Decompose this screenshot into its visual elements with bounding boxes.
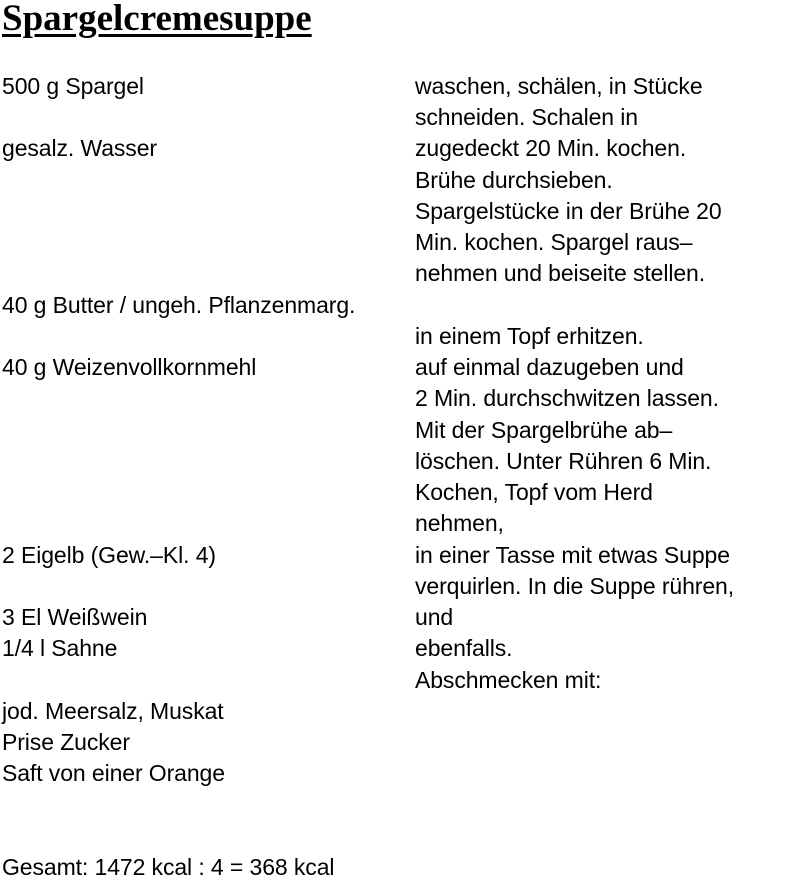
ingredient-line: Prise Zucker (2, 729, 130, 755)
ingredient-line: 500 g Spargel (2, 73, 144, 99)
instruction-line: nehmen und beiseite stellen. (415, 260, 706, 286)
total-calories: Gesamt: 1472 kcal : 4 = 368 kcal (2, 854, 335, 880)
instruction-line: löschen. Unter Rühren 6 Min. (415, 448, 712, 474)
instruction-line: Spargelstücke in der Brühe 20 (415, 198, 722, 224)
instruction-line: waschen, schälen, in Stücke (415, 73, 703, 99)
ingredient-line: gesalz. Wasser (2, 135, 157, 161)
instruction-line: 2 Min. durchschwitzen lassen. (415, 385, 719, 411)
instruction-line: in einem Topf erhitzen. (415, 323, 644, 349)
ingredient-line: Saft von einer Orange (2, 760, 225, 786)
ingredient-line: 40 g Weizenvollkornmehl (2, 354, 257, 380)
instruction-line: verquirlen. In die Suppe rühren, (415, 573, 735, 599)
ingredient-line: 1/4 l Sahne (2, 635, 118, 661)
ingredient-line: 40 g Butter / ungeh. Pflanzenmarg. (2, 292, 356, 318)
ingredient-line: 3 El Weißwein (2, 604, 148, 630)
instruction-line: schneiden. Schalen in (415, 104, 638, 130)
instruction-line: ebenfalls. (415, 635, 513, 661)
instruction-line: Min. kochen. Spargel raus– (415, 229, 693, 255)
instruction-line: Brühe durchsieben. (415, 167, 613, 193)
instruction-line: nehmen, (415, 510, 504, 536)
instruction-line: zugedeckt 20 Min. kochen. (415, 135, 687, 161)
ingredient-line: jod. Meersalz, Muskat (2, 698, 224, 724)
instruction-line: Abschmecken mit: (415, 667, 602, 693)
recipe-title: Spargelcremesuppe (2, 0, 312, 39)
instruction-line: Mit der Spargelbrühe ab– (415, 417, 673, 443)
instruction-line: und (415, 604, 454, 630)
instruction-line: auf einmal dazugeben und (415, 354, 684, 380)
instruction-line: in einer Tasse mit etwas Suppe (415, 542, 730, 568)
ingredient-line: 2 Eigelb (Gew.–Kl. 4) (2, 542, 216, 568)
instruction-line: Kochen, Topf vom Herd (415, 479, 653, 505)
